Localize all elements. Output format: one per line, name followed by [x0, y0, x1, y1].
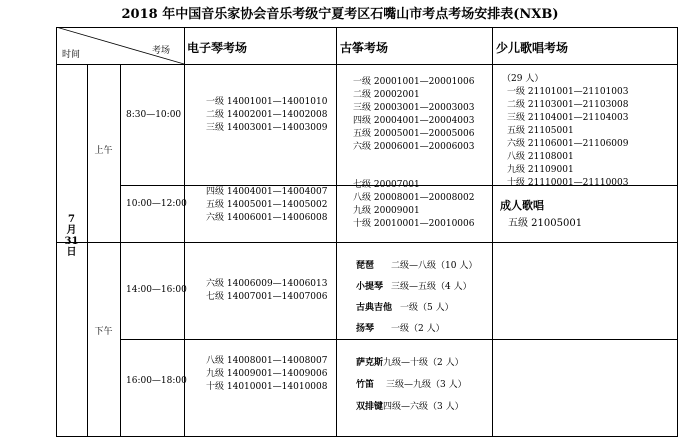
guzheng-slot-1	[353, 76, 474, 154]
electone-slot-4	[206, 355, 327, 394]
list-item: 一级 14001001—14001010	[206, 97, 328, 107]
list-item: 琵琶 二级—八级（10 人）	[356, 261, 478, 271]
list-item: 六级 20006001—20006003	[353, 142, 475, 152]
time-slot: 14:00—16:00	[126, 285, 187, 295]
date-cell: 7 月 31 日	[64, 214, 79, 258]
time-slot: 10:00—12:00	[126, 199, 187, 209]
list-item: 二级 20002001	[353, 90, 420, 100]
list-item: 七级 14007001—14007006	[206, 292, 328, 302]
list-item: 一级 21101001—21101003	[507, 87, 629, 97]
list-item: 六级 14006001—14006008	[206, 213, 328, 223]
list-item: 九级 20009001	[353, 206, 420, 216]
list-item: 双排键四级—六级（3 人）	[356, 402, 464, 412]
list-item: 七级 20007001	[353, 180, 420, 190]
period-afternoon: 下午	[94, 327, 113, 337]
list-item: 八级 20008001—20008002	[353, 193, 475, 203]
schedule-table	[56, 27, 678, 437]
guzheng-slot-2	[353, 179, 474, 231]
list-item: 四级 20004001—20004003	[353, 116, 475, 126]
header-guzheng: 古筝考场	[340, 41, 389, 55]
guzheng-slot-3	[356, 256, 477, 340]
list-item: 八级 21108001	[507, 152, 574, 162]
children-count: （29 人）	[502, 74, 544, 84]
electone-slot-3	[206, 278, 327, 304]
header-room-label: 考场	[152, 46, 171, 56]
list-item: 九级 21109001	[507, 165, 574, 175]
list-item: 五级 21105001	[507, 126, 574, 136]
list-item: 三级 21104001—21104003	[507, 113, 629, 123]
list-item: 六级 14006009—14006013	[206, 279, 328, 289]
list-item: 扬琴 一级（2 人）	[356, 324, 445, 334]
list-item: 五级 14005001—14005002	[206, 200, 328, 210]
list-item: 小提琴 三级—五级（4 人）	[356, 282, 472, 292]
list-item: 古典吉他 一级（5 人）	[356, 303, 454, 313]
header-electone: 电子琴考场	[187, 41, 248, 55]
list-item: 五级 20005001—20005006	[353, 129, 475, 139]
list-item: 二级 21103001—21103008	[507, 100, 629, 110]
list-item: 六级 21106001—21106009	[507, 139, 629, 149]
children-list	[507, 86, 628, 190]
guzheng-slot-4	[356, 352, 467, 418]
list-item: 十级 14010001—14010008	[206, 382, 328, 392]
page-title: 2018 年中国音乐家协会音乐考级宁夏考区石嘴山市考点考场安排表(NXB)	[121, 7, 559, 22]
header-children-singing: 少儿歌唱考场	[496, 41, 569, 55]
adult-singing-title: 成人歌唱	[500, 199, 544, 212]
list-item: 八级 14008001—14008007	[206, 356, 328, 366]
list-item: 一级 20001001—20001006	[353, 77, 475, 87]
list-item: 竹笛 三级—九级（3 人）	[356, 380, 467, 390]
electone-slot-2	[206, 186, 327, 225]
adult-singing-item: 五级 21005001	[508, 218, 583, 229]
period-morning: 上午	[94, 146, 113, 156]
list-item: 十级 21110001—21110003	[507, 178, 629, 188]
list-item: 三级 20003001—20003003	[353, 103, 475, 113]
time-slot: 16:00—18:00	[126, 376, 187, 386]
list-item: 萨克斯九级—十级（2 人）	[356, 358, 464, 368]
list-item: 三级 14003001—14003009	[206, 123, 328, 133]
list-item: 四级 14004001—14004007	[206, 187, 328, 197]
header-time-label: 时间	[62, 50, 81, 60]
electone-slot-1	[206, 96, 327, 135]
list-item: 十级 20010001—20010006	[353, 219, 475, 229]
list-item: 九级 14009001—14009006	[206, 369, 328, 379]
time-slot: 8:30—10:00	[126, 110, 182, 120]
list-item: 二级 14002001—14002008	[206, 110, 328, 120]
